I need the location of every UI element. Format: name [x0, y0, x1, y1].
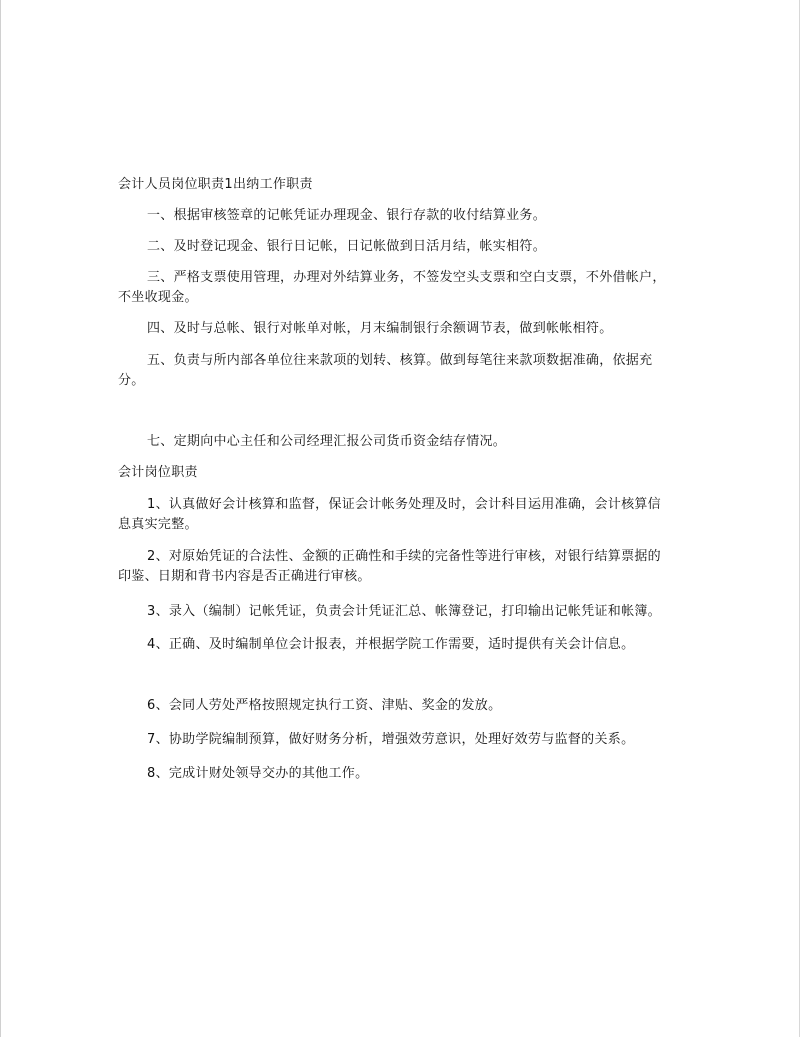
duty-item-1: 一、根据审核签章的记帐凭证办理现金、银行存款的收付结算业务。	[147, 208, 547, 223]
accounting-item-8: 8、完成计财处领导交办的其他工作。	[147, 766, 369, 781]
section-2-title: 会计岗位职责	[118, 465, 198, 480]
accounting-item-1-cont: 息真实完整。	[118, 517, 198, 532]
accounting-item-2-cont: 印鉴、日期和背书内容是否正确进行审核。	[118, 569, 371, 584]
page-left-edge	[0, 0, 1, 1037]
accounting-item-3: 3、录入（编制）记帐凭证，负责会计凭证汇总、帐簿登记，打印输出记帐凭证和帐簿。	[147, 604, 661, 619]
duty-item-2: 二、及时登记现金、银行日记帐，日记帐做到日活月结，帐实相符。	[147, 239, 547, 254]
duty-item-3-cont: 不坐收现金。	[118, 290, 198, 305]
accounting-item-6: 6、会同人劳处严格按照规定执行工资、津贴、奖金的发放。	[147, 698, 502, 713]
duty-item-5: 五、负责与所内部各单位往来款项的划转、核算。做到每笔往来款项数据准确，依据充	[147, 353, 653, 368]
accounting-item-4: 4、正确、及时编制单位会计报表，并根据学院工作需要，适时提供有关会计信息。	[147, 637, 635, 652]
accounting-item-1: 1、认真做好会计核算和监督，保证会计帐务处理及时，会计科目运用准确，会计核算信	[147, 497, 661, 512]
duty-item-4: 四、及时与总帐、银行对帐单对帐，月末编制银行余额调节表，做到帐帐相符。	[147, 321, 613, 336]
section-1-title: 会计人员岗位职责1出纳工作职责	[118, 177, 313, 192]
accounting-item-7: 7、协助学院编制预算，做好财务分析，增强效劳意识，处理好效劳与监督的关系。	[147, 732, 635, 747]
duty-item-3: 三、严格支票使用管理，办理对外结算业务，不签发空头支票和空白支票，不外借帐户，	[147, 270, 666, 285]
duty-item-5-cont: 分。	[118, 373, 145, 388]
accounting-item-2: 2、对原始凭证的合法性、金额的正确性和手续的完备性等进行审核，对银行结算票据的	[147, 549, 661, 564]
duty-item-7: 七、定期向中心主任和公司经理汇报公司货币资金结存情况。	[147, 434, 507, 449]
